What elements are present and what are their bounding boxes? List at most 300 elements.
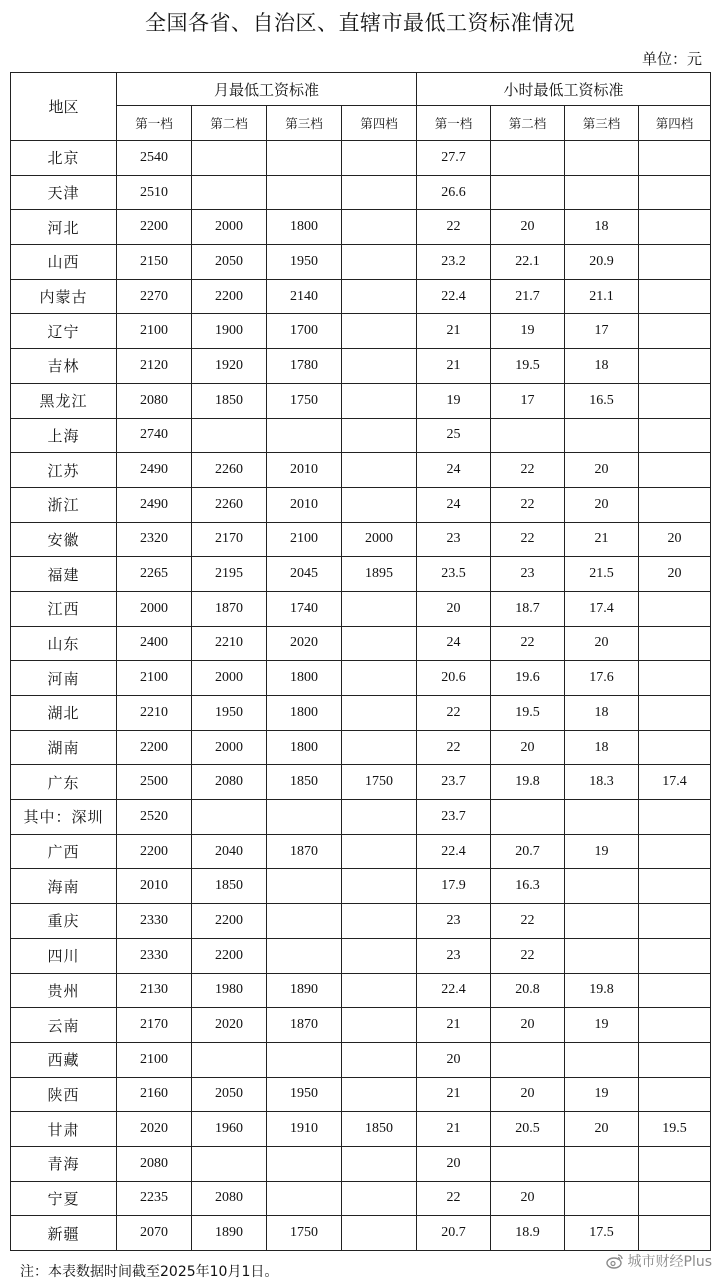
region-cell: 辽宁 xyxy=(11,314,117,349)
monthly-tier-1-cell: 2100 xyxy=(117,1042,192,1077)
table-row xyxy=(11,800,711,835)
hourly-tier-3-cell: 21.1 xyxy=(565,279,639,314)
monthly-tier-2-cell xyxy=(192,1146,267,1181)
monthly-tier-3-cell: 1910 xyxy=(267,1112,342,1147)
monthly-tier-1-cell: 2265 xyxy=(117,557,192,592)
monthly-tier-4-cell xyxy=(342,869,417,904)
minimum-wage-table xyxy=(10,72,711,1251)
monthly-tier-4-cell xyxy=(342,800,417,835)
table-row xyxy=(11,418,711,453)
hourly-tier-1-cell: 24 xyxy=(417,626,491,661)
monthly-tier-1-cell: 2330 xyxy=(117,904,192,939)
hourly-tier-3-cell: 17.4 xyxy=(565,591,639,626)
hourly-tier-2-cell xyxy=(491,141,565,176)
monthly-tier-1-cell: 2100 xyxy=(117,314,192,349)
monthly-tier-1-cell: 2490 xyxy=(117,487,192,522)
monthly-tier-2-cell: 2195 xyxy=(192,557,267,592)
monthly-tier-2-cell: 1850 xyxy=(192,383,267,418)
table-row xyxy=(11,1181,711,1216)
monthly-tier-3-cell: 1700 xyxy=(267,314,342,349)
region-cell: 云南 xyxy=(11,1008,117,1043)
monthly-tier-2-cell: 1850 xyxy=(192,869,267,904)
table-row xyxy=(11,1146,711,1181)
monthly-tier-4-cell xyxy=(342,418,417,453)
monthly-tier-1-cell: 2540 xyxy=(117,141,192,176)
monthly-tier-3-cell xyxy=(267,869,342,904)
monthly-tier-4-cell xyxy=(342,279,417,314)
monthly-tier-2-cell: 2050 xyxy=(192,1077,267,1112)
monthly-tier-3-cell: 1890 xyxy=(267,973,342,1008)
header-monthly-tier-3: 第三档 xyxy=(267,106,342,141)
hourly-tier-1-cell: 23.7 xyxy=(417,800,491,835)
monthly-tier-1-cell: 2130 xyxy=(117,973,192,1008)
monthly-tier-1-cell: 2020 xyxy=(117,1112,192,1147)
monthly-tier-2-cell xyxy=(192,141,267,176)
hourly-tier-1-cell: 20 xyxy=(417,1146,491,1181)
region-cell: 陕西 xyxy=(11,1077,117,1112)
table-row xyxy=(11,696,711,731)
monthly-tier-3-cell: 2010 xyxy=(267,453,342,488)
monthly-tier-3-cell: 1740 xyxy=(267,591,342,626)
monthly-tier-4-cell xyxy=(342,661,417,696)
hourly-tier-1-cell: 20 xyxy=(417,1042,491,1077)
region-cell: 海南 xyxy=(11,869,117,904)
hourly-tier-2-cell: 18.7 xyxy=(491,591,565,626)
region-cell: 其中：深圳 xyxy=(11,800,117,835)
region-cell: 青海 xyxy=(11,1146,117,1181)
hourly-tier-1-cell: 24 xyxy=(417,487,491,522)
monthly-tier-1-cell: 2270 xyxy=(117,279,192,314)
region-cell: 宁夏 xyxy=(11,1181,117,1216)
hourly-tier-4-cell xyxy=(639,245,711,280)
hourly-tier-2-cell: 20 xyxy=(491,1077,565,1112)
hourly-tier-2-cell: 22 xyxy=(491,938,565,973)
hourly-tier-3-cell xyxy=(565,1146,639,1181)
header-hourly: 小时最低工资标准 xyxy=(417,73,711,106)
hourly-tier-2-cell: 21.7 xyxy=(491,279,565,314)
hourly-tier-3-cell xyxy=(565,904,639,939)
hourly-tier-1-cell: 23.5 xyxy=(417,557,491,592)
region-cell: 安徽 xyxy=(11,522,117,557)
monthly-tier-1-cell: 2200 xyxy=(117,210,192,245)
hourly-tier-2-cell: 20 xyxy=(491,730,565,765)
hourly-tier-4-cell xyxy=(639,626,711,661)
hourly-tier-3-cell xyxy=(565,938,639,973)
hourly-tier-4-cell: 19.5 xyxy=(639,1112,711,1147)
region-cell: 河南 xyxy=(11,661,117,696)
hourly-tier-4-cell: 20 xyxy=(639,522,711,557)
monthly-tier-4-cell xyxy=(342,973,417,1008)
monthly-tier-1-cell: 2200 xyxy=(117,730,192,765)
region-cell: 新疆 xyxy=(11,1216,117,1251)
monthly-tier-3-cell: 1780 xyxy=(267,349,342,384)
hourly-tier-1-cell: 17.9 xyxy=(417,869,491,904)
region-cell: 吉林 xyxy=(11,349,117,384)
hourly-tier-1-cell: 23 xyxy=(417,522,491,557)
monthly-tier-2-cell: 1960 xyxy=(192,1112,267,1147)
monthly-tier-1-cell: 2320 xyxy=(117,522,192,557)
monthly-tier-2-cell: 2200 xyxy=(192,904,267,939)
monthly-tier-4-cell xyxy=(342,1077,417,1112)
table-row xyxy=(11,1112,711,1147)
monthly-tier-1-cell: 2150 xyxy=(117,245,192,280)
table-row xyxy=(11,141,711,176)
header-region: 地区 xyxy=(11,73,117,141)
table-row xyxy=(11,210,711,245)
hourly-tier-3-cell: 20 xyxy=(565,487,639,522)
monthly-tier-2-cell: 2000 xyxy=(192,210,267,245)
monthly-tier-3-cell: 1870 xyxy=(267,1008,342,1043)
monthly-tier-3-cell: 1800 xyxy=(267,696,342,731)
hourly-tier-4-cell xyxy=(639,175,711,210)
monthly-tier-2-cell: 2200 xyxy=(192,279,267,314)
hourly-tier-3-cell xyxy=(565,141,639,176)
monthly-tier-3-cell: 1870 xyxy=(267,834,342,869)
hourly-tier-3-cell: 19 xyxy=(565,1077,639,1112)
table-row xyxy=(11,487,711,522)
hourly-tier-1-cell: 21 xyxy=(417,1112,491,1147)
monthly-tier-1-cell: 2010 xyxy=(117,869,192,904)
hourly-tier-4-cell xyxy=(639,279,711,314)
hourly-tier-4-cell xyxy=(639,453,711,488)
monthly-tier-3-cell: 1800 xyxy=(267,210,342,245)
monthly-tier-2-cell: 1980 xyxy=(192,973,267,1008)
hourly-tier-2-cell: 22 xyxy=(491,522,565,557)
header-monthly-tier-4: 第四档 xyxy=(342,106,417,141)
monthly-tier-2-cell: 2040 xyxy=(192,834,267,869)
monthly-tier-2-cell: 2000 xyxy=(192,730,267,765)
region-cell: 内蒙古 xyxy=(11,279,117,314)
hourly-tier-2-cell xyxy=(491,800,565,835)
monthly-tier-1-cell: 2120 xyxy=(117,349,192,384)
monthly-tier-1-cell: 2500 xyxy=(117,765,192,800)
monthly-tier-4-cell: 1750 xyxy=(342,765,417,800)
monthly-tier-4-cell xyxy=(342,210,417,245)
hourly-tier-2-cell: 20.8 xyxy=(491,973,565,1008)
hourly-tier-4-cell xyxy=(639,834,711,869)
hourly-tier-3-cell: 18 xyxy=(565,210,639,245)
monthly-tier-1-cell: 2080 xyxy=(117,1146,192,1181)
monthly-tier-3-cell: 1950 xyxy=(267,1077,342,1112)
region-cell: 北京 xyxy=(11,141,117,176)
monthly-tier-2-cell: 2020 xyxy=(192,1008,267,1043)
monthly-tier-1-cell: 2400 xyxy=(117,626,192,661)
monthly-tier-4-cell xyxy=(342,314,417,349)
table-row xyxy=(11,1008,711,1043)
region-cell: 西藏 xyxy=(11,1042,117,1077)
hourly-tier-3-cell xyxy=(565,175,639,210)
hourly-tier-2-cell: 16.3 xyxy=(491,869,565,904)
table-row xyxy=(11,973,711,1008)
monthly-tier-3-cell: 1950 xyxy=(267,245,342,280)
monthly-tier-4-cell xyxy=(342,938,417,973)
hourly-tier-4-cell xyxy=(639,418,711,453)
region-cell: 广西 xyxy=(11,834,117,869)
hourly-tier-2-cell xyxy=(491,175,565,210)
monthly-tier-2-cell: 1950 xyxy=(192,696,267,731)
hourly-tier-1-cell: 23.7 xyxy=(417,765,491,800)
header-hourly-tier-4: 第四档 xyxy=(639,106,711,141)
hourly-tier-1-cell: 21 xyxy=(417,349,491,384)
region-cell: 山东 xyxy=(11,626,117,661)
monthly-tier-3-cell: 2010 xyxy=(267,487,342,522)
page-title: 全国各省、自治区、直辖市最低工资标准情况 xyxy=(145,11,575,35)
hourly-tier-1-cell: 21 xyxy=(417,1077,491,1112)
monthly-tier-4-cell xyxy=(342,245,417,280)
hourly-tier-1-cell: 22.4 xyxy=(417,279,491,314)
monthly-tier-3-cell: 2020 xyxy=(267,626,342,661)
table-row xyxy=(11,626,711,661)
hourly-tier-3-cell: 20.9 xyxy=(565,245,639,280)
hourly-tier-3-cell: 16.5 xyxy=(565,383,639,418)
monthly-tier-1-cell: 2740 xyxy=(117,418,192,453)
hourly-tier-1-cell: 22.4 xyxy=(417,973,491,1008)
hourly-tier-4-cell xyxy=(639,696,711,731)
region-cell: 黑龙江 xyxy=(11,383,117,418)
monthly-tier-2-cell xyxy=(192,175,267,210)
monthly-tier-4-cell xyxy=(342,175,417,210)
table-row xyxy=(11,349,711,384)
hourly-tier-1-cell: 22 xyxy=(417,210,491,245)
table-row xyxy=(11,1077,711,1112)
hourly-tier-3-cell: 17.6 xyxy=(565,661,639,696)
hourly-tier-2-cell: 22 xyxy=(491,453,565,488)
table-row xyxy=(11,522,711,557)
hourly-tier-3-cell: 18 xyxy=(565,730,639,765)
monthly-tier-2-cell: 2080 xyxy=(192,1181,267,1216)
hourly-tier-4-cell xyxy=(639,349,711,384)
hourly-tier-3-cell: 18.3 xyxy=(565,765,639,800)
region-cell: 浙江 xyxy=(11,487,117,522)
region-cell: 江苏 xyxy=(11,453,117,488)
monthly-tier-2-cell: 2000 xyxy=(192,661,267,696)
hourly-tier-4-cell xyxy=(639,800,711,835)
region-cell: 甘肃 xyxy=(11,1112,117,1147)
monthly-tier-1-cell: 2210 xyxy=(117,696,192,731)
hourly-tier-1-cell: 20.7 xyxy=(417,1216,491,1251)
monthly-tier-2-cell: 2210 xyxy=(192,626,267,661)
monthly-tier-4-cell xyxy=(342,834,417,869)
hourly-tier-1-cell: 19 xyxy=(417,383,491,418)
table-row xyxy=(11,834,711,869)
region-cell: 四川 xyxy=(11,938,117,973)
monthly-tier-3-cell: 1750 xyxy=(267,383,342,418)
hourly-tier-2-cell: 20 xyxy=(491,1008,565,1043)
monthly-tier-1-cell: 2070 xyxy=(117,1216,192,1251)
hourly-tier-4-cell xyxy=(639,1077,711,1112)
unit-label: 单位：元 xyxy=(641,50,702,68)
hourly-tier-3-cell: 19 xyxy=(565,834,639,869)
monthly-tier-2-cell xyxy=(192,800,267,835)
hourly-tier-3-cell: 19.8 xyxy=(565,973,639,1008)
monthly-tier-3-cell xyxy=(267,800,342,835)
region-cell: 重庆 xyxy=(11,904,117,939)
hourly-tier-3-cell: 18 xyxy=(565,349,639,384)
watermark-text: 城市财经Plus xyxy=(627,1254,712,1270)
table-body xyxy=(11,141,711,1251)
region-cell: 福建 xyxy=(11,557,117,592)
hourly-tier-4-cell xyxy=(639,1216,711,1251)
table-row xyxy=(11,1042,711,1077)
monthly-tier-1-cell: 2000 xyxy=(117,591,192,626)
monthly-tier-2-cell: 2260 xyxy=(192,487,267,522)
monthly-tier-4-cell xyxy=(342,453,417,488)
monthly-tier-2-cell: 2260 xyxy=(192,453,267,488)
hourly-tier-1-cell: 22 xyxy=(417,696,491,731)
monthly-tier-3-cell xyxy=(267,1146,342,1181)
monthly-tier-1-cell: 2510 xyxy=(117,175,192,210)
hourly-tier-1-cell: 22 xyxy=(417,1181,491,1216)
monthly-tier-3-cell: 2100 xyxy=(267,522,342,557)
hourly-tier-4-cell xyxy=(639,1042,711,1077)
hourly-tier-2-cell: 22 xyxy=(491,626,565,661)
hourly-tier-2-cell: 19.6 xyxy=(491,661,565,696)
monthly-tier-4-cell xyxy=(342,1008,417,1043)
monthly-tier-4-cell xyxy=(342,487,417,522)
hourly-tier-2-cell: 18.9 xyxy=(491,1216,565,1251)
hourly-tier-4-cell xyxy=(639,661,711,696)
hourly-tier-4-cell: 20 xyxy=(639,557,711,592)
footnote: 注：本表数据时间截至2025年10月1日。 xyxy=(20,1264,279,1280)
monthly-tier-4-cell xyxy=(342,1042,417,1077)
hourly-tier-2-cell: 19.8 xyxy=(491,765,565,800)
region-cell: 天津 xyxy=(11,175,117,210)
table-row xyxy=(11,904,711,939)
hourly-tier-3-cell: 18 xyxy=(565,696,639,731)
region-cell: 江西 xyxy=(11,591,117,626)
monthly-tier-1-cell: 2330 xyxy=(117,938,192,973)
hourly-tier-4-cell xyxy=(639,1008,711,1043)
region-cell: 贵州 xyxy=(11,973,117,1008)
hourly-tier-1-cell: 23 xyxy=(417,938,491,973)
table-row xyxy=(11,279,711,314)
table-row xyxy=(11,314,711,349)
hourly-tier-3-cell xyxy=(565,1181,639,1216)
table-row xyxy=(11,661,711,696)
monthly-tier-4-cell xyxy=(342,591,417,626)
hourly-tier-1-cell: 24 xyxy=(417,453,491,488)
monthly-tier-1-cell: 2170 xyxy=(117,1008,192,1043)
hourly-tier-4-cell xyxy=(639,591,711,626)
monthly-tier-3-cell xyxy=(267,904,342,939)
header-hourly-tier-3: 第三档 xyxy=(565,106,639,141)
hourly-tier-1-cell: 23.2 xyxy=(417,245,491,280)
hourly-tier-3-cell xyxy=(565,800,639,835)
hourly-tier-4-cell xyxy=(639,314,711,349)
monthly-tier-2-cell: 2170 xyxy=(192,522,267,557)
hourly-tier-2-cell: 20.5 xyxy=(491,1112,565,1147)
monthly-tier-2-cell: 1900 xyxy=(192,314,267,349)
monthly-tier-4-cell xyxy=(342,696,417,731)
hourly-tier-1-cell: 22 xyxy=(417,730,491,765)
hourly-tier-2-cell: 19 xyxy=(491,314,565,349)
header-hourly-tier-2: 第二档 xyxy=(491,106,565,141)
monthly-tier-4-cell xyxy=(342,1181,417,1216)
table-row xyxy=(11,765,711,800)
monthly-tier-2-cell: 1920 xyxy=(192,349,267,384)
monthly-tier-3-cell: 2140 xyxy=(267,279,342,314)
hourly-tier-3-cell: 21 xyxy=(565,522,639,557)
hourly-tier-4-cell: 17.4 xyxy=(639,765,711,800)
monthly-tier-4-cell xyxy=(342,730,417,765)
monthly-tier-3-cell xyxy=(267,418,342,453)
monthly-tier-3-cell: 1800 xyxy=(267,730,342,765)
monthly-tier-1-cell: 2520 xyxy=(117,800,192,835)
hourly-tier-4-cell xyxy=(639,730,711,765)
monthly-tier-2-cell: 2050 xyxy=(192,245,267,280)
monthly-tier-4-cell xyxy=(342,904,417,939)
hourly-tier-3-cell xyxy=(565,1042,639,1077)
hourly-tier-2-cell: 20.7 xyxy=(491,834,565,869)
hourly-tier-2-cell: 22.1 xyxy=(491,245,565,280)
monthly-tier-4-cell: 1895 xyxy=(342,557,417,592)
header-row-groups xyxy=(11,73,711,106)
hourly-tier-2-cell: 19.5 xyxy=(491,696,565,731)
monthly-tier-1-cell: 2100 xyxy=(117,661,192,696)
hourly-tier-1-cell: 21 xyxy=(417,314,491,349)
hourly-tier-3-cell: 20 xyxy=(565,453,639,488)
weibo-logo-icon xyxy=(606,1252,624,1270)
monthly-tier-4-cell: 1850 xyxy=(342,1112,417,1147)
monthly-tier-4-cell xyxy=(342,1146,417,1181)
hourly-tier-4-cell xyxy=(639,973,711,1008)
monthly-tier-4-cell xyxy=(342,349,417,384)
monthly-tier-1-cell: 2235 xyxy=(117,1181,192,1216)
monthly-tier-4-cell: 2000 xyxy=(342,522,417,557)
header-monthly-tier-1: 第一档 xyxy=(117,106,192,141)
table-row xyxy=(11,383,711,418)
hourly-tier-4-cell xyxy=(639,141,711,176)
hourly-tier-2-cell xyxy=(491,418,565,453)
header-hourly-tier-1: 第一档 xyxy=(417,106,491,141)
table-row xyxy=(11,869,711,904)
hourly-tier-1-cell: 21 xyxy=(417,1008,491,1043)
table-row xyxy=(11,557,711,592)
monthly-tier-2-cell: 2080 xyxy=(192,765,267,800)
table-row xyxy=(11,245,711,280)
hourly-tier-2-cell xyxy=(491,1042,565,1077)
monthly-tier-3-cell xyxy=(267,175,342,210)
hourly-tier-3-cell: 17.5 xyxy=(565,1216,639,1251)
monthly-tier-3-cell xyxy=(267,141,342,176)
monthly-tier-2-cell xyxy=(192,1042,267,1077)
hourly-tier-3-cell xyxy=(565,418,639,453)
hourly-tier-1-cell: 20 xyxy=(417,591,491,626)
monthly-tier-1-cell: 2160 xyxy=(117,1077,192,1112)
monthly-tier-4-cell xyxy=(342,383,417,418)
monthly-tier-4-cell xyxy=(342,141,417,176)
monthly-tier-2-cell: 1890 xyxy=(192,1216,267,1251)
table-row xyxy=(11,591,711,626)
region-cell: 河北 xyxy=(11,210,117,245)
hourly-tier-4-cell xyxy=(639,904,711,939)
region-cell: 湖南 xyxy=(11,730,117,765)
header-monthly: 月最低工资标准 xyxy=(117,73,417,106)
hourly-tier-1-cell: 27.7 xyxy=(417,141,491,176)
region-cell: 上海 xyxy=(11,418,117,453)
hourly-tier-1-cell: 22.4 xyxy=(417,834,491,869)
hourly-tier-1-cell: 25 xyxy=(417,418,491,453)
monthly-tier-2-cell: 2200 xyxy=(192,938,267,973)
hourly-tier-3-cell: 20 xyxy=(565,1112,639,1147)
table-row xyxy=(11,730,711,765)
monthly-tier-3-cell: 1800 xyxy=(267,661,342,696)
monthly-tier-4-cell xyxy=(342,1216,417,1251)
monthly-tier-1-cell: 2200 xyxy=(117,834,192,869)
hourly-tier-2-cell: 20 xyxy=(491,1181,565,1216)
hourly-tier-1-cell: 23 xyxy=(417,904,491,939)
hourly-tier-4-cell xyxy=(639,938,711,973)
